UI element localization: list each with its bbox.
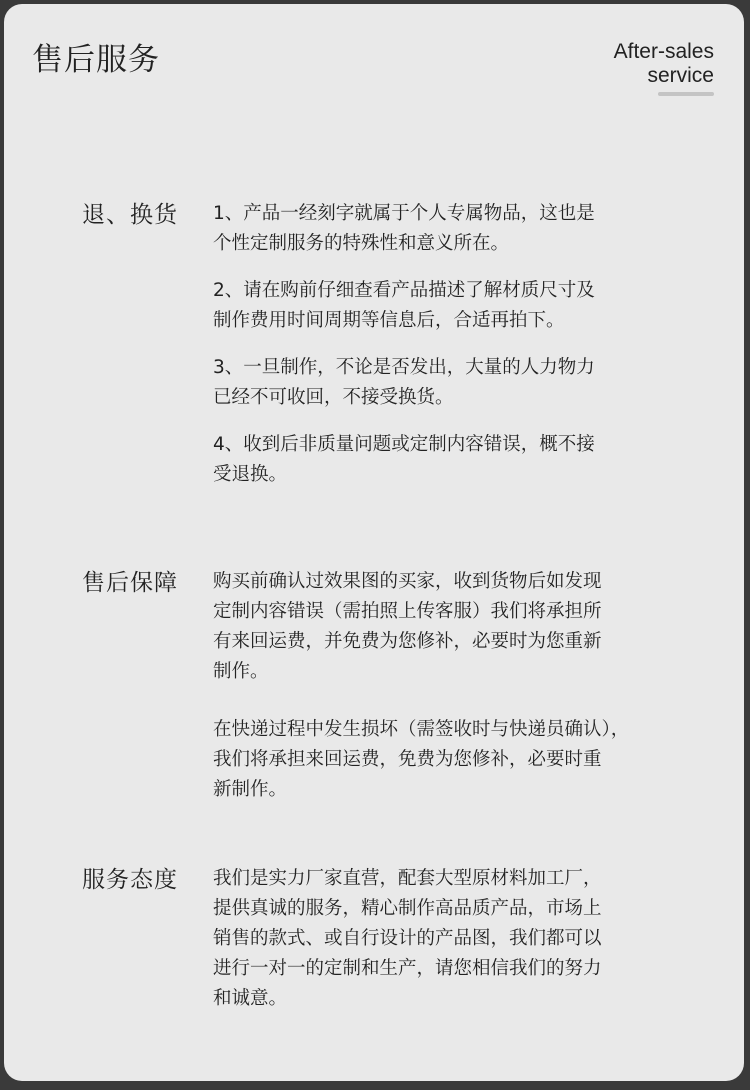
text-line: 制作。 — [213, 661, 269, 682]
section-label-attitude: 服务态度 — [82, 867, 178, 893]
text-line: 进行一对一的定制和生产，请您相信我们的努力 — [213, 958, 602, 979]
text-line: 已经不可收回，不接受换货。 — [213, 387, 454, 408]
english-title-line-2: service — [647, 64, 714, 87]
section-body-attitude — [213, 864, 698, 1014]
section-label-returns: 退、换货 — [82, 202, 178, 228]
text-line: 我们是实力厂家直营，配套大型原材料加工厂， — [213, 868, 602, 889]
text-line: 有来回运费，并免费为您修补，必要时为您重新 — [213, 631, 602, 652]
text-line: 提供真诚的服务，精心制作高品质产品，市场上 — [213, 898, 602, 919]
returns-policy-2 — [213, 276, 698, 336]
title-underline-divider — [658, 92, 714, 96]
text-line: 在快递过程中发生损坏（需签收时与快递员确认）， — [213, 719, 630, 740]
section-body-guarantee — [213, 567, 698, 805]
text-line: 受退换。 — [213, 464, 288, 485]
attitude-paragraph — [213, 864, 698, 1014]
text-line: 个性定制服务的特殊性和意义所在。 — [213, 233, 510, 254]
text-line: 我们将承担来回运费，免费为您修补，必要时重 — [213, 749, 602, 770]
section-body-returns — [213, 199, 698, 490]
english-title-line-1: After-sales — [613, 40, 714, 63]
text-line: 和诚意。 — [213, 988, 288, 1009]
guarantee-paragraph-1 — [213, 567, 698, 687]
english-title — [614, 40, 714, 88]
after-sales-card — [4, 4, 744, 1081]
text-line: 4、收到后非质量问题或定制内容错误，概不接 — [213, 434, 595, 455]
returns-policy-1 — [213, 199, 698, 259]
text-line: 3、一旦制作，不论是否发出，大量的人力物力 — [213, 357, 595, 378]
guarantee-paragraph-2 — [213, 715, 698, 805]
text-line: 1、产品一经刻字就属于个人专属物品，这也是 — [213, 203, 595, 224]
text-line: 2、请在购前仔细查看产品描述了解材质尺寸及 — [213, 280, 595, 301]
text-line: 制作费用时间周期等信息后，合适再拍下。 — [213, 310, 565, 331]
returns-policy-4 — [213, 430, 698, 490]
returns-policy-3 — [213, 353, 698, 413]
page-title: 售后服务 — [32, 42, 160, 78]
section-label-guarantee: 售后保障 — [82, 570, 178, 596]
text-line: 新制作。 — [213, 779, 288, 800]
text-line: 销售的款式、或自行设计的产品图，我们都可以 — [213, 928, 602, 949]
text-line: 定制内容错误（需拍照上传客服）我们将承担所 — [213, 601, 602, 622]
text-line: 购买前确认过效果图的买家，收到货物后如发现 — [213, 571, 602, 592]
